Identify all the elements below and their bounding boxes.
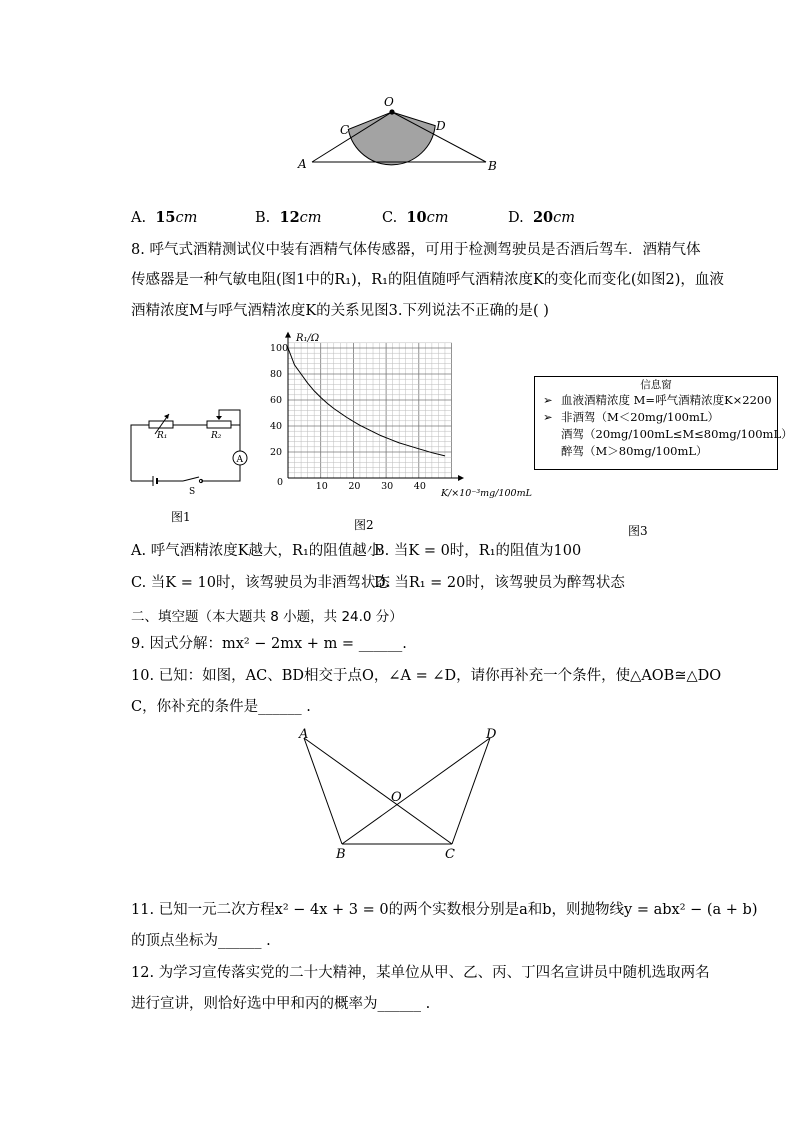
q8-option-a: A. 呼气酒精浓度K越大，R₁的阻值越小: [131, 543, 382, 559]
bullet-arrow-icon: ➢: [543, 410, 553, 424]
fig1-wire: [131, 425, 149, 481]
fig7-sector: [348, 112, 435, 165]
q10-line1: 10. 已知：如图，AC、BD相交于点O，∠A = ∠D，请你再补充一个条件，使△AOB≅△DO: [131, 668, 722, 684]
fig1-caption: 图1: [171, 510, 191, 524]
fig3-caption: 图3: [628, 524, 648, 538]
q7-option-d: D. 20cm: [508, 209, 575, 226]
fig1-circuit: [125, 405, 265, 497]
chart-grid: [288, 343, 452, 478]
fig10-label-o: O: [391, 790, 402, 805]
bullet-arrow-icon: ➢: [543, 393, 553, 407]
chart-axes: [285, 332, 464, 481]
fig7-label-b: B: [488, 159, 497, 173]
info-row-3: 酒驾（20mg/100mL≤M≤80mg/100mL）: [561, 427, 793, 441]
chart-y-tick-label: 40: [270, 421, 283, 432]
chart-x-tick-label: 30: [381, 481, 394, 492]
q12-line1: 12. 为学习宣传落实党的二十大精神，某单位从甲、乙、丙、丁四名宣讲员中随机选取两名: [131, 965, 710, 981]
fig1-slider-tip: [216, 416, 222, 420]
q8-stem-line1: 8. 呼气式酒精测试仪中装有酒精气体传感器，可用于检测驾驶员是否酒后驾车．酒精气体: [131, 242, 701, 258]
fig1-resistor-r2: [207, 421, 231, 428]
q8-stem-line2: 传感器是一种气敏电阻(图1中的R₁)，R₁的阻值随呼气酒精浓度K的变化而变化(如图2)，血液: [131, 272, 724, 288]
chart-y-tick-label: 80: [270, 369, 283, 380]
chart-x-axis-arrow: [458, 475, 464, 481]
chart-ylabel: R₁/Ω: [296, 333, 320, 344]
fig2-chart: [258, 326, 538, 506]
chart-x-tick-label: 40: [413, 481, 426, 492]
q7-option-b: B. 12cm: [255, 209, 322, 226]
fig1-slider: [219, 410, 240, 451]
fig10-label-c: C: [445, 847, 455, 862]
fig1-switch-lever: [183, 477, 199, 481]
chart-ticks: [270, 343, 426, 492]
chart-origin: 0: [277, 477, 284, 488]
fig1-wire-right: [201, 465, 240, 481]
q8-option-c: C. 当K = 10时，该驾驶员为非酒驾状态: [131, 575, 390, 591]
fig10-label-d: D: [486, 727, 497, 742]
fig7-label-a: A: [298, 157, 307, 171]
fig10-label-b: B: [336, 847, 346, 862]
q11-line2: 的顶点坐标为______ .: [131, 933, 271, 949]
fig7-label-c: C: [340, 123, 350, 137]
chart-x-tick-label: 10: [315, 481, 328, 492]
chart-y-tick-label: 100: [270, 343, 289, 354]
fig1-r2-label: R₂: [211, 431, 222, 441]
fig3-info-box: [534, 376, 793, 470]
chart-xlabel: K/×10⁻³mg/100mL: [441, 488, 532, 499]
q9-text: 9. 因式分解：mx² − 2mx + m = ______.: [131, 636, 407, 652]
fig10-diag-db: [342, 738, 490, 844]
fig1-r1-label: R₁: [157, 431, 168, 441]
chart-y-axis-arrow: [285, 332, 291, 338]
fig1-ammeter-label: A: [236, 455, 243, 465]
chart-y-tick-label: 60: [270, 395, 283, 406]
q7-option-c: C. 10cm: [382, 209, 449, 226]
q8-option-b: B. 当K = 0时，R₁的阻值为100: [374, 543, 582, 559]
fig7-center-point: [389, 109, 394, 114]
fig7-label-o: O: [384, 95, 394, 109]
info-box-title: 信息窗: [640, 379, 672, 391]
fig1-switch-label: S: [189, 487, 196, 497]
fig10-side-dc: [452, 738, 490, 844]
q8-stem-line3: 酒精浓度M与呼气酒精浓度K的关系见图3.下列说法不正确的是( ): [131, 303, 549, 319]
fig10-diag-ac: [304, 738, 452, 844]
chart-y-tick-label: 20: [270, 447, 283, 458]
q8-option-d: D. 当R₁ = 20时，该驾驶员为醉驾状态: [374, 575, 625, 591]
fig7-label-d: D: [436, 119, 446, 133]
fig10-label-a: A: [299, 727, 309, 742]
section-heading: 二、填空题（本大题共 8 小题，共 24.0 分）: [131, 609, 403, 625]
info-row-1: ➢ 血液酒精浓度 M=呼气酒精浓度K×2200: [543, 393, 772, 407]
q10-line2: C，你补充的条件是______ .: [131, 699, 311, 715]
q11-line1: 11. 已知一元二次方程x² − 4x + 3 = 0的两个实数根分别是a和b，则抛物线y = abx² − (a + b): [131, 902, 758, 918]
fig1-resistor-r1: [149, 421, 173, 428]
fig10-side-ab: [304, 738, 342, 844]
fig10-diagram: [290, 722, 510, 862]
fig7-diagram: [290, 92, 505, 178]
info-row-2: ➢ 非酒驾（M＜20mg/100mL）: [543, 410, 720, 424]
q7-option-a: A. 15cm: [131, 209, 198, 226]
fig2-caption: 图2: [354, 518, 374, 532]
q12-line2: 进行宣讲，则恰好选中甲和丙的概率为______ .: [131, 996, 431, 1012]
info-row-4: 醉驾（M＞80mg/100mL）: [561, 444, 708, 458]
chart-x-tick-label: 20: [348, 481, 361, 492]
